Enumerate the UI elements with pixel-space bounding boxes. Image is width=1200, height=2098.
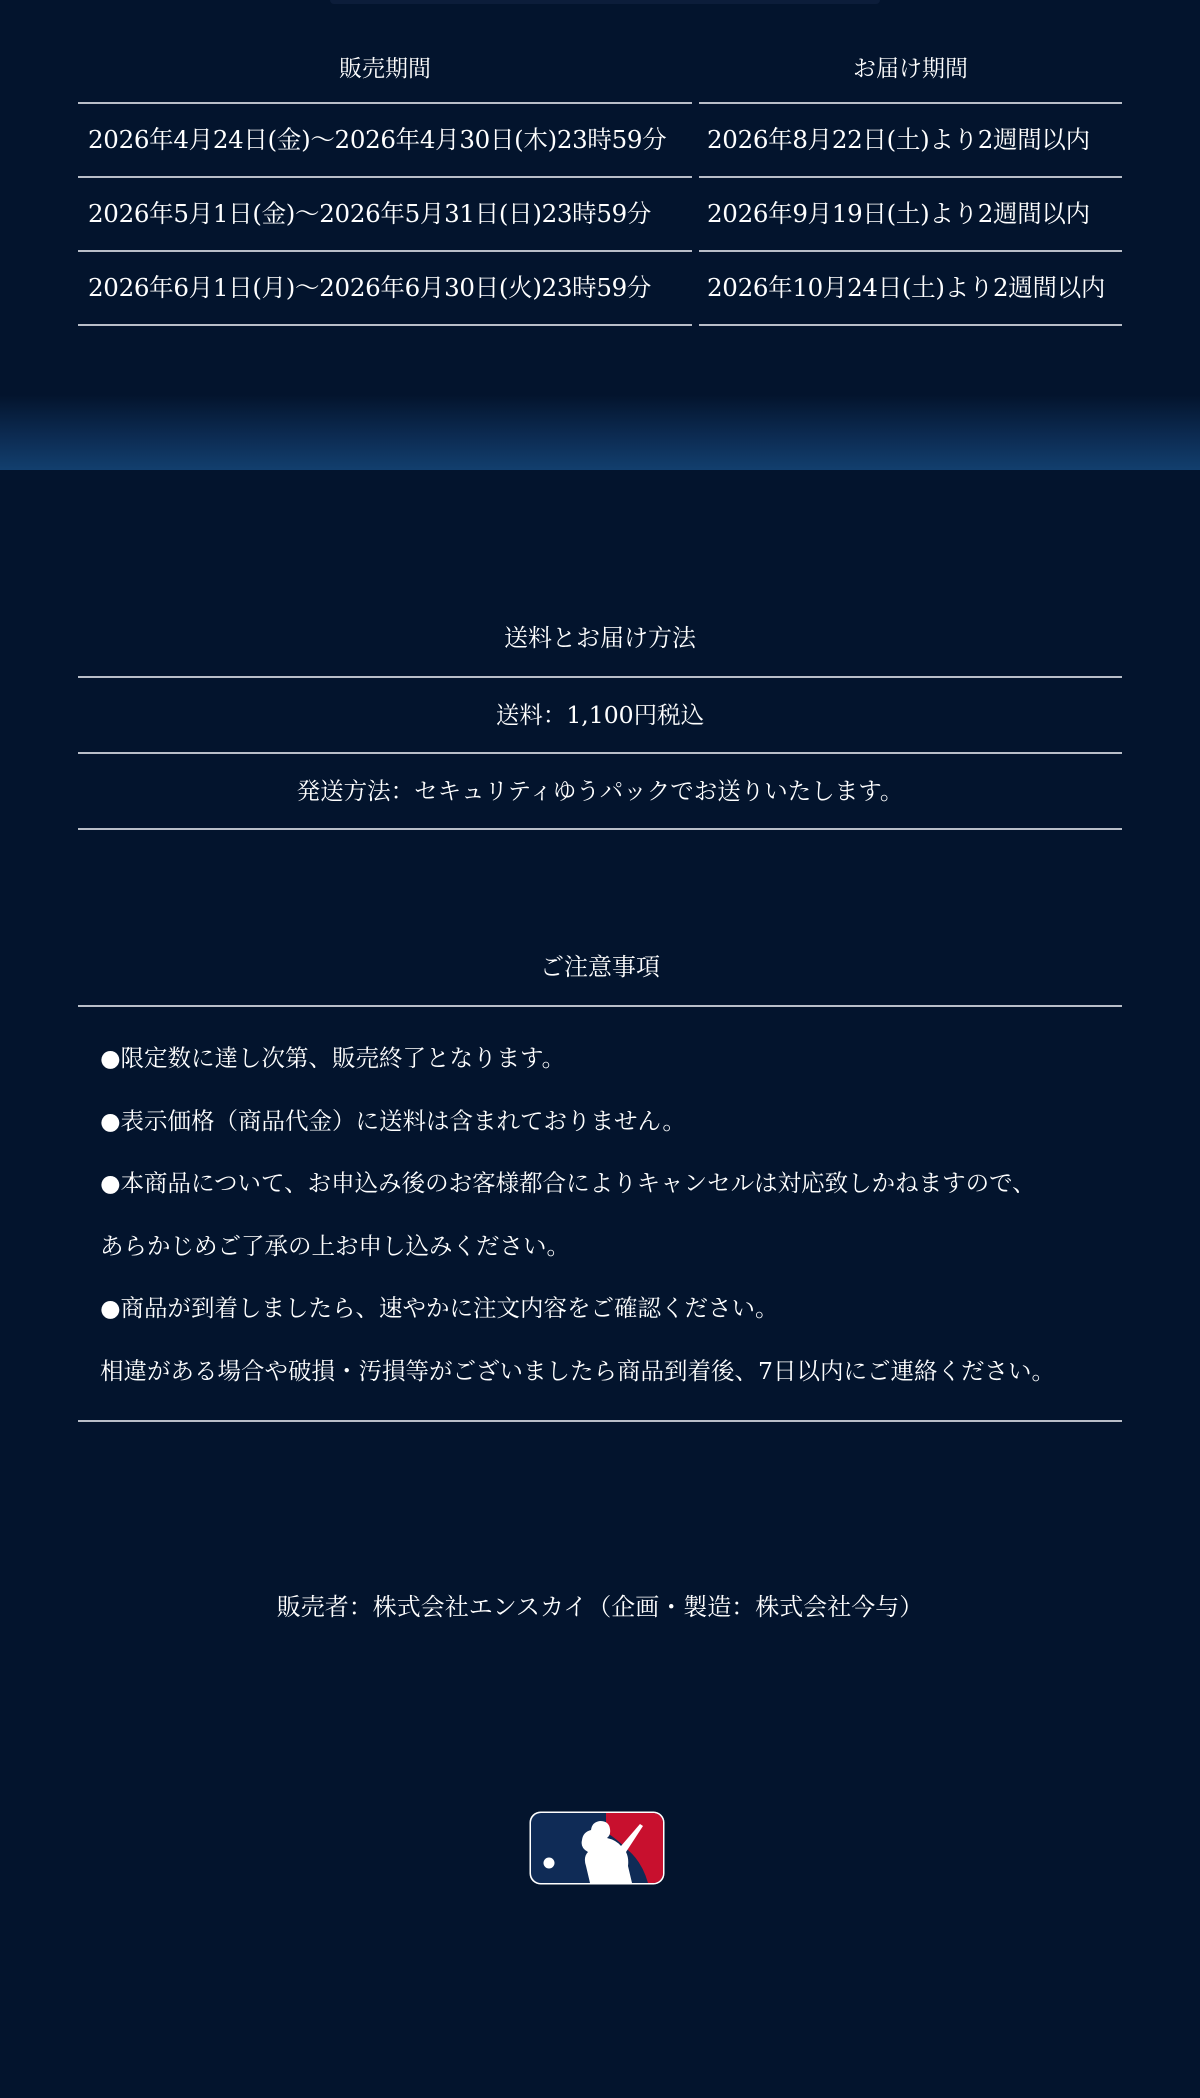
notes-section: [78, 951, 1122, 1422]
table-row: [78, 104, 1122, 178]
shipping-section: [78, 622, 1122, 830]
list-item: ●商品が到着しましたら、速やかに注文内容をご確認ください。: [100, 1294, 779, 1322]
notes-title: ご注意事項: [78, 951, 1122, 1007]
shipping-title: 送料とお届け方法: [78, 622, 1122, 678]
list-item: ●限定数に達し次第、販売終了となります。: [100, 1044, 566, 1072]
delivery-period-cell: 2026年10月24日(土)より2週間以内: [699, 252, 1122, 326]
schedule-header-row: [78, 36, 1122, 104]
sale-period-cell: 2026年5月1日(金)～2026年5月31日(日)23時59分: [78, 178, 692, 252]
delivery-period-header: お届け期間: [699, 36, 1122, 104]
seller-info: 販売者：株式会社エンスカイ（企画・製造：株式会社今与）: [276, 1593, 924, 1621]
mlb-batter-logo-icon: [528, 1810, 666, 1886]
table-row: [78, 178, 1122, 252]
list-item: あらかじめご了承の上お申し込みください。: [100, 1231, 570, 1260]
list-item: ●表示価格（商品代金）に送料は含まれておりません。: [100, 1106, 686, 1135]
top-shadow-bar: [330, 0, 880, 4]
notes-list: [78, 1007, 1122, 1422]
delivery-period-cell: 2026年9月19日(土)より2週間以内: [699, 178, 1122, 252]
shipping-fee: 送料：1,100円税込: [78, 678, 1122, 754]
schedule-table: [78, 36, 1122, 326]
gradient-band: [0, 395, 1200, 470]
sale-period-cell: 2026年4月24日(金)～2026年4月30日(木)23時59分: [78, 104, 692, 178]
list-item: 相違がある場合や破損・汚損等がございましたら商品到着後、7日以内にご連絡ください。: [100, 1356, 1055, 1385]
delivery-period-cell: 2026年8月22日(土)より2週間以内: [699, 104, 1122, 178]
table-row: [78, 252, 1122, 326]
sale-period-cell: 2026年6月1日(月)～2026年6月30日(火)23時59分: [78, 252, 692, 326]
list-item: ●本商品について、お申込み後のお客様都合によりキャンセルは対応致しかねますので、: [100, 1169, 1036, 1197]
shipping-method: 発送方法：セキュリティゆうパックでお送りいたします。: [78, 754, 1122, 830]
sale-period-header: 販売期間: [78, 36, 692, 104]
